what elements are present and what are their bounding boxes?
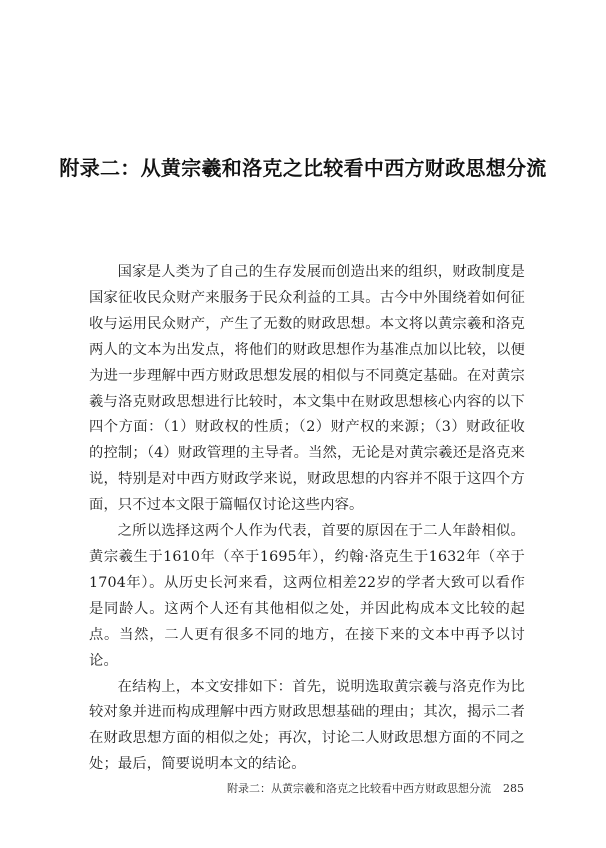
paragraph-3: 在结构上，本文安排如下：首先，说明选取黄宗羲与洛克作为比较对象并进而构成理解中西方财政思想基础的理由；其次，揭示二者在财政思想方面的相似之处；再次，讨论二人财政思想方面的不同之处；最后，简要说明本文的结论。 [89, 678, 525, 773]
running-footer [0, 780, 524, 796]
paragraph-1: 国家是人类为了自己的生存发展而创造出来的组织，财政制度是国家征收民众财产来服务于民众利益的工具。古今中外围绕着如何征收与运用民众财产，产生了无数的财政思想。本文将以黄宗羲和洛克两人的文本为出发点，将他们的财政思想作为基准点加以比较，以便为进一步理解中西方财政思想发展的相似与不同奠定基础。在对黄宗羲与洛克财政思想进行比较时，本文集中在财政思想核心内容的以下四个方面：（1）财政权的性质；（2）财产权的来源；（3）财政征收的控制；（4）财政管理的主导者。当然，无论是对黄宗羲还是洛克来说，特别是对中西方财政学来说，财政思想的内容并不限于这四个方面，只不过本文限于篇幅仅讨论这些内容。 [89, 264, 525, 514]
body-text [89, 260, 525, 778]
chapter-title: 附录二：从黄宗羲和洛克之比较看中西方财政思想分流 [59, 156, 547, 180]
page-number: 285 [503, 782, 524, 795]
footer-running-title: 附录二：从黄宗羲和洛克之比较看中西方财政思想分流 [227, 782, 491, 795]
paragraph-2: 之所以选择这两个人作为代表，首要的原因在于二人年龄相似。黄宗羲生于1610年（卒于1695年），约翰·洛克生于1632年（卒于1704年）。从历史长河来看，这两位相差22岁的学者大致可以看作是同龄人。这两个人还有其他相似之处，并因此构成本文比较的起点。当然，二人更有很多不同的地方，在接下来的文本中再予以讨论。 [89, 523, 525, 669]
